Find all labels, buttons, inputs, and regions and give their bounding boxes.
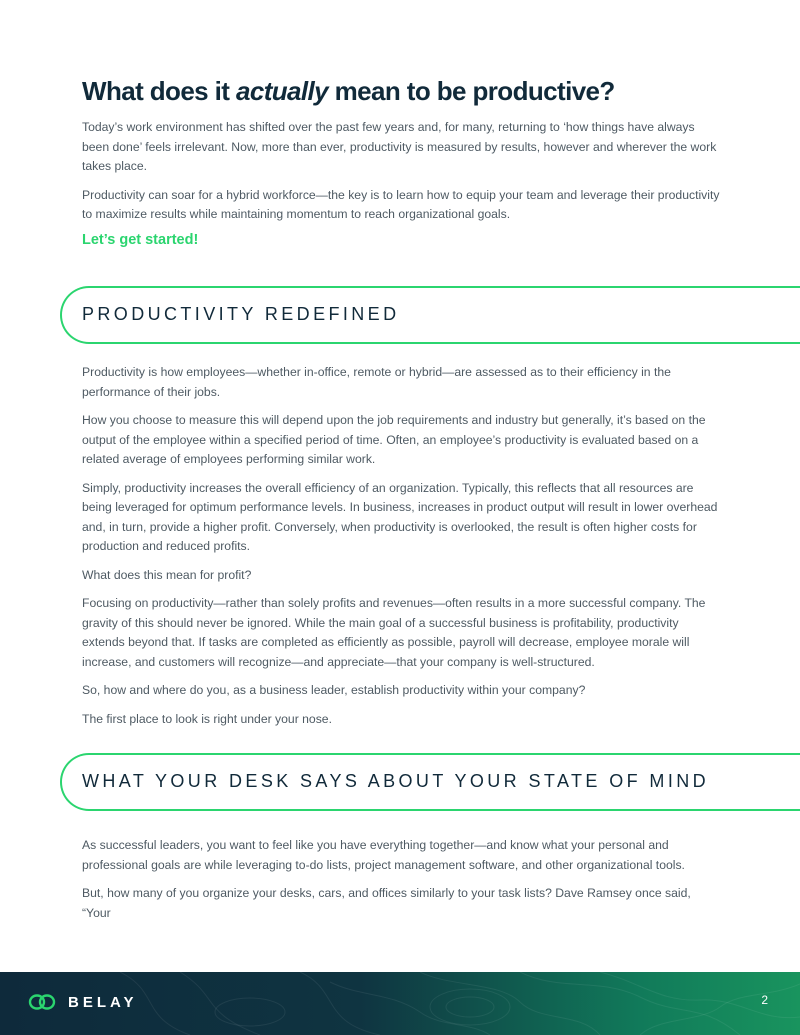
section-title-desk-state-of-mind: WHAT YOUR DESK SAYS ABOUT YOUR STATE OF MIND	[82, 771, 710, 791]
section-desk-body	[82, 836, 722, 923]
body-paragraph: Productivity is how employees—whether in-office, remote or hybrid—are assessed as to their efficiency in the performance of their jobs.	[82, 365, 671, 399]
intro-paragraph: Productivity can soar for a hybrid workforce—the key is to learn how to equip your team and leverage their productivity to maximize results while maintaining momentum to reach organizational goals.	[82, 187, 720, 221]
body-paragraph: Simply, productivity increases the overall efficiency of an organization. Typically, this reflects that all resources are being leveraged for optimum performance levels. In business, increases in product output will result in lower overhead and, in turn, provide a higher profit. Conversely, when productivity is overlooked, the result is often higher costs for production and reduced profits.	[82, 480, 718, 553]
body-paragraph: The first place to look is right under your nose.	[82, 711, 332, 726]
page-number: 2	[761, 993, 768, 1007]
belay-logo	[28, 991, 137, 1013]
body-paragraph: Focusing on productivity—rather than solely profits and revenues—often results in a more successful company. The gravity of this should never be ignored. While the main goal of a successful business is profitability, productivity extends beyond that. If tasks are completed as efficiently as possible, payroll will decrease, employee morale will increase, and customers will recognize—and appreciate—that your company is well-structured.	[82, 596, 706, 669]
section-title-productivity-redefined: PRODUCTIVITY REDEFINED	[82, 304, 400, 324]
cta-text: Let’s get started!	[82, 232, 199, 248]
intro-text	[82, 118, 722, 225]
section-productivity-body	[82, 363, 722, 729]
body-paragraph: As successful leaders, you want to feel like you have everything together—and know what your personal and professional goals are while leveraging to-do lists, project management software, and other organizational tools.	[82, 838, 685, 872]
page-footer	[0, 972, 800, 1035]
brand-name: BELAY	[68, 993, 138, 1011]
body-paragraph: So, how and where do you, as a business leader, establish productivity within your company?	[82, 683, 586, 697]
intro-paragraph: Today’s work environment has shifted over the past few years and, for many, returning to ‘how things have always been done’ feels irrelevant. Now, more than ever, productivity is measured by results, however and wherever the work takes place.	[82, 120, 717, 173]
body-paragraph: What does this mean for profit?	[82, 567, 252, 582]
page-title: What does it actually mean to be productive?	[82, 76, 615, 106]
body-paragraph: But, how many of you organize your desks, cars, and offices similarly to your task lists? Dave Ramsey once said, “Your	[82, 886, 691, 920]
infinity-link-icon	[28, 991, 56, 1013]
body-paragraph: How you choose to measure this will depend upon the job requirements and industry but generally, it’s based on the output of the employee within a specified period of time. Often, an employee’s productivity is evaluated based on a related average of employees performing similar work.	[82, 413, 706, 466]
